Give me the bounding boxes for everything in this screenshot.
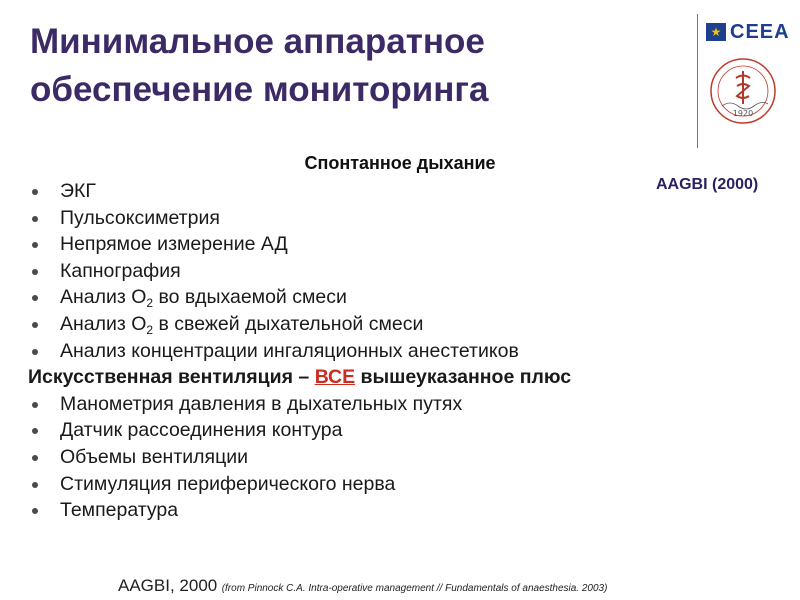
footer-source: AAGBI, 2000 <box>118 576 218 595</box>
society-seal-icon <box>708 56 778 126</box>
eu-flag-icon: ★ <box>706 23 726 41</box>
header-divider <box>697 14 698 148</box>
highlight-all: ВСЕ <box>314 366 356 389</box>
list-item: Объемы вентиляции <box>28 444 571 471</box>
list-item: Датчик рассоединения контура <box>28 417 571 444</box>
list-item: ЭКГ <box>28 178 571 205</box>
footer-note: (from Pinnock C.A. Intra-operative management // Fundamentals of anaesthesia. 2003) <box>221 583 608 594</box>
list-item: Манометрия давления в дыхательных путях <box>28 391 571 418</box>
seal-year: 1920 <box>732 109 754 118</box>
list-item: Пульсоксиметрия <box>28 205 571 232</box>
reference-tag: AAGBI (2000) <box>656 176 759 193</box>
list-item: Температура <box>28 497 571 524</box>
list-item: Анализ $О_2$ в свежей дыхательной смеси <box>28 311 571 338</box>
list-item: Капнография <box>28 258 571 285</box>
ceea-logo <box>706 20 790 44</box>
slide-title <box>30 18 670 114</box>
ventilation-heading: Искусственная вентиляция – ВСЕ вышеуказанное плюс <box>28 366 572 389</box>
list-item: Анализ $О_2$ во вдыхаемой смеси <box>28 284 571 311</box>
list-item: Анализ концентрации ингаляционных анестетиков <box>28 338 571 365</box>
monitoring-list <box>28 178 571 524</box>
footer-citation <box>118 576 607 596</box>
list-item: Непрямое измерение АД <box>28 231 571 258</box>
title-line-1: Минимальное аппаратное <box>30 22 485 61</box>
section-subheading: Спонтанное дыхание <box>304 153 496 173</box>
ceea-logo-text: CEEA <box>730 21 790 43</box>
title-line-2: обеспечение мониторинга <box>30 70 489 109</box>
list-item: Стимуляция периферического нерва <box>28 471 571 498</box>
